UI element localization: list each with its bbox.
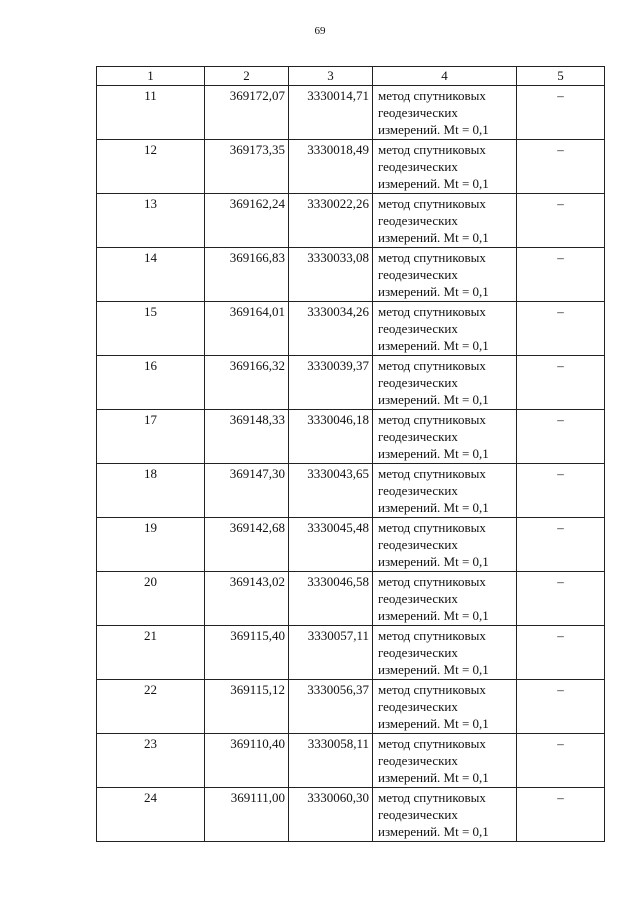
table-row <box>97 194 605 248</box>
table-row <box>97 302 605 356</box>
column-5-value: – <box>517 86 605 140</box>
table-row <box>97 86 605 140</box>
method-description <box>373 464 517 518</box>
method-description <box>373 410 517 464</box>
method-line: геодезических <box>378 429 458 444</box>
method-line: метод спутниковых <box>378 88 486 103</box>
x-coordinate: 369142,68 <box>205 518 289 572</box>
method-description <box>373 86 517 140</box>
method-line: метод спутниковых <box>378 682 486 697</box>
x-coordinate: 369173,35 <box>205 140 289 194</box>
point-number: 20 <box>97 572 205 626</box>
method-line: измерений. Mt = 0,1 <box>378 770 489 785</box>
x-coordinate: 369115,40 <box>205 626 289 680</box>
column-5-value: – <box>517 680 605 734</box>
method-line: метод спутниковых <box>378 250 486 265</box>
method-line: метод спутниковых <box>378 412 486 427</box>
method-line: измерений. Mt = 0,1 <box>378 392 489 407</box>
point-number: 12 <box>97 140 205 194</box>
method-description <box>373 302 517 356</box>
table-row <box>97 734 605 788</box>
coordinates-table <box>96 66 605 842</box>
y-coordinate: 3330057,11 <box>289 626 373 680</box>
table-row <box>97 410 605 464</box>
method-line: геодезических <box>378 483 458 498</box>
y-coordinate: 3330039,37 <box>289 356 373 410</box>
y-coordinate: 3330060,30 <box>289 788 373 842</box>
table-row <box>97 788 605 842</box>
method-line: измерений. Mt = 0,1 <box>378 122 489 137</box>
point-number: 23 <box>97 734 205 788</box>
column-5-value: – <box>517 356 605 410</box>
x-coordinate: 369143,02 <box>205 572 289 626</box>
method-line: геодезических <box>378 321 458 336</box>
y-coordinate: 3330045,48 <box>289 518 373 572</box>
x-coordinate: 369111,00 <box>205 788 289 842</box>
y-coordinate: 3330022,26 <box>289 194 373 248</box>
column-5-value: – <box>517 788 605 842</box>
x-coordinate: 369166,83 <box>205 248 289 302</box>
method-description <box>373 626 517 680</box>
method-description <box>373 194 517 248</box>
table-row <box>97 572 605 626</box>
point-number: 22 <box>97 680 205 734</box>
table-row <box>97 518 605 572</box>
table-row <box>97 140 605 194</box>
table-row <box>97 356 605 410</box>
y-coordinate: 3330034,26 <box>289 302 373 356</box>
x-coordinate: 369172,07 <box>205 86 289 140</box>
y-coordinate: 3330043,65 <box>289 464 373 518</box>
y-coordinate: 3330046,58 <box>289 572 373 626</box>
method-line: метод спутниковых <box>378 520 486 535</box>
method-line: метод спутниковых <box>378 574 486 589</box>
method-line: метод спутниковых <box>378 628 486 643</box>
table-body <box>97 86 605 842</box>
method-line: метод спутниковых <box>378 142 486 157</box>
method-line: геодезических <box>378 375 458 390</box>
method-line: измерений. Mt = 0,1 <box>378 500 489 515</box>
method-line: геодезических <box>378 699 458 714</box>
point-number: 13 <box>97 194 205 248</box>
column-header-2: 2 <box>205 67 289 86</box>
method-line: геодезических <box>378 267 458 282</box>
x-coordinate: 369164,01 <box>205 302 289 356</box>
point-number: 21 <box>97 626 205 680</box>
method-line: геодезических <box>378 537 458 552</box>
method-line: измерений. Mt = 0,1 <box>378 824 489 839</box>
method-description <box>373 248 517 302</box>
x-coordinate: 369162,24 <box>205 194 289 248</box>
point-number: 18 <box>97 464 205 518</box>
method-line: геодезических <box>378 807 458 822</box>
method-line: геодезических <box>378 105 458 120</box>
method-line: метод спутниковых <box>378 466 486 481</box>
method-description <box>373 680 517 734</box>
column-5-value: – <box>517 572 605 626</box>
method-description <box>373 518 517 572</box>
method-line: измерений. Mt = 0,1 <box>378 716 489 731</box>
method-line: метод спутниковых <box>378 358 486 373</box>
column-5-value: – <box>517 518 605 572</box>
point-number: 16 <box>97 356 205 410</box>
y-coordinate: 3330058,11 <box>289 734 373 788</box>
method-line: метод спутниковых <box>378 736 486 751</box>
method-line: геодезических <box>378 159 458 174</box>
table-row <box>97 626 605 680</box>
method-description <box>373 734 517 788</box>
column-header-1: 1 <box>97 67 205 86</box>
column-5-value: – <box>517 140 605 194</box>
column-5-value: – <box>517 734 605 788</box>
method-description <box>373 788 517 842</box>
x-coordinate: 369115,12 <box>205 680 289 734</box>
table-row <box>97 680 605 734</box>
point-number: 15 <box>97 302 205 356</box>
point-number: 14 <box>97 248 205 302</box>
method-description <box>373 356 517 410</box>
column-header-3: 3 <box>289 67 373 86</box>
method-line: метод спутниковых <box>378 304 486 319</box>
table-row <box>97 464 605 518</box>
point-number: 17 <box>97 410 205 464</box>
column-5-value: – <box>517 464 605 518</box>
x-coordinate: 369147,30 <box>205 464 289 518</box>
method-line: измерений. Mt = 0,1 <box>378 662 489 677</box>
point-number: 24 <box>97 788 205 842</box>
column-5-value: – <box>517 410 605 464</box>
page-number: 69 <box>314 25 326 37</box>
method-line: геодезических <box>378 753 458 768</box>
method-line: метод спутниковых <box>378 196 486 211</box>
table-header-row <box>97 67 605 86</box>
method-line: геодезических <box>378 645 458 660</box>
column-header-5: 5 <box>517 67 605 86</box>
x-coordinate: 369110,40 <box>205 734 289 788</box>
method-line: геодезических <box>378 591 458 606</box>
y-coordinate: 3330046,18 <box>289 410 373 464</box>
y-coordinate: 3330056,37 <box>289 680 373 734</box>
x-coordinate: 369148,33 <box>205 410 289 464</box>
method-line: измерений. Mt = 0,1 <box>378 446 489 461</box>
method-line: измерений. Mt = 0,1 <box>378 284 489 299</box>
method-line: измерений. Mt = 0,1 <box>378 554 489 569</box>
column-5-value: – <box>517 194 605 248</box>
column-5-value: – <box>517 302 605 356</box>
method-line: измерений. Mt = 0,1 <box>378 176 489 191</box>
point-number: 11 <box>97 86 205 140</box>
column-header-4: 4 <box>373 67 517 86</box>
method-description <box>373 572 517 626</box>
method-line: измерений. Mt = 0,1 <box>378 230 489 245</box>
method-line: измерений. Mt = 0,1 <box>378 608 489 623</box>
table-row <box>97 248 605 302</box>
column-5-value: – <box>517 248 605 302</box>
method-line: измерений. Mt = 0,1 <box>378 338 489 353</box>
method-line: геодезических <box>378 213 458 228</box>
y-coordinate: 3330014,71 <box>289 86 373 140</box>
column-5-value: – <box>517 626 605 680</box>
y-coordinate: 3330033,08 <box>289 248 373 302</box>
x-coordinate: 369166,32 <box>205 356 289 410</box>
y-coordinate: 3330018,49 <box>289 140 373 194</box>
method-line: метод спутниковых <box>378 790 486 805</box>
point-number: 19 <box>97 518 205 572</box>
method-description <box>373 140 517 194</box>
